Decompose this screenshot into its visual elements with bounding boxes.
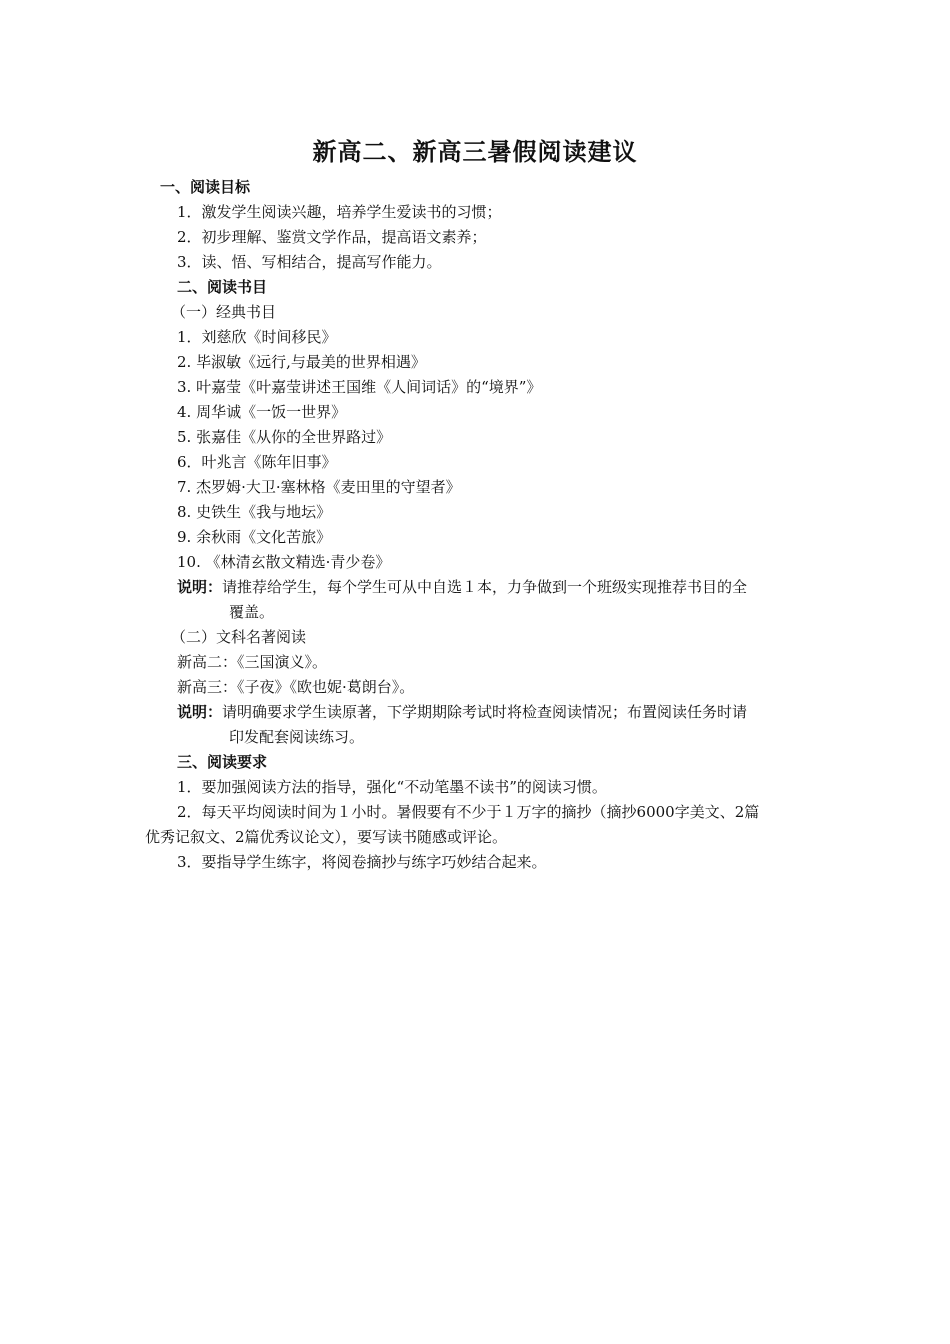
goal-item: 2．初步理解、鉴赏文学作品，提高语文素养； (177, 228, 487, 246)
note-label: 说明： (177, 703, 223, 721)
note-1-continuation: 覆盖。 (229, 603, 275, 621)
book-item: 2. 毕淑敏《远行,与最美的世界相遇》 (177, 353, 426, 371)
book-item: 7. 杰罗姆·大卫·塞林格《麦田里的守望者》 (177, 478, 461, 496)
requirement-item: 2．每天平均阅读时间为１小时。暑假要有不少于１万字的摘抄（摘抄6000字美文、2篇 (177, 803, 760, 821)
section1-heading: 一、阅读目标 (160, 178, 251, 196)
book-item: 8. 史铁生《我与地坛》 (177, 503, 332, 521)
grade3-reading: 新高三：《子夜》《欧也妮·葛朗台》。 (177, 678, 415, 696)
requirement-item: 1．要加强阅读方法的指导，强化“不动笔墨不读书”的阅读习惯。 (177, 778, 607, 796)
note-text: 请明确要求学生读原著，下学期期除考试时将检查阅读情况；布置阅读任务时请 (222, 703, 748, 721)
note-2 (177, 702, 747, 722)
note-1 (177, 577, 747, 597)
book-item: 4. 周华诚《一饭一世界》 (177, 403, 347, 421)
goal-item: 1．激发学生阅读兴趣，培养学生爱读书的习惯； (177, 203, 502, 221)
note-text: 请推荐给学生，每个学生可从中自选１本，力争做到一个班级实现推荐书目的全 (222, 578, 748, 596)
book-item: 6．叶兆言《陈年旧事》 (177, 453, 337, 471)
section2-heading: 二、阅读书目 (177, 278, 268, 296)
subsection-classic-books: （一）经典书目 (171, 303, 277, 321)
book-item: 3. 叶嘉莹《叶嘉莹讲述王国维《人间词话》的“境界”》 (177, 378, 542, 396)
section3-heading: 三、阅读要求 (177, 753, 268, 771)
book-item: 5. 张嘉佳《从你的全世界路过》 (177, 428, 392, 446)
document-title: 新高二、新高三暑假阅读建议 (312, 138, 638, 166)
book-item: 1．刘慈欣《时间移民》 (177, 328, 337, 346)
requirement-item-continuation: 优秀记叙文、2篇优秀议论文），要写读书随感或评论。 (145, 828, 508, 846)
book-item: 9. 余秋雨《文化苦旅》 (177, 528, 332, 546)
grade2-reading: 新高二：《三国演义》。 (177, 653, 328, 671)
goal-item: 3．读、悟、写相结合，提高写作能力。 (177, 253, 442, 271)
requirement-item: 3．要指导学生练字，将阅卷摘抄与练字巧妙结合起来。 (177, 853, 547, 871)
note-2-continuation: 印发配套阅读练习。 (229, 728, 365, 746)
book-item: 10. 《林清玄散文精选·青少卷》 (177, 553, 391, 571)
note-label: 说明： (177, 578, 223, 596)
subsection-classics: （二）文科名著阅读 (171, 628, 307, 646)
